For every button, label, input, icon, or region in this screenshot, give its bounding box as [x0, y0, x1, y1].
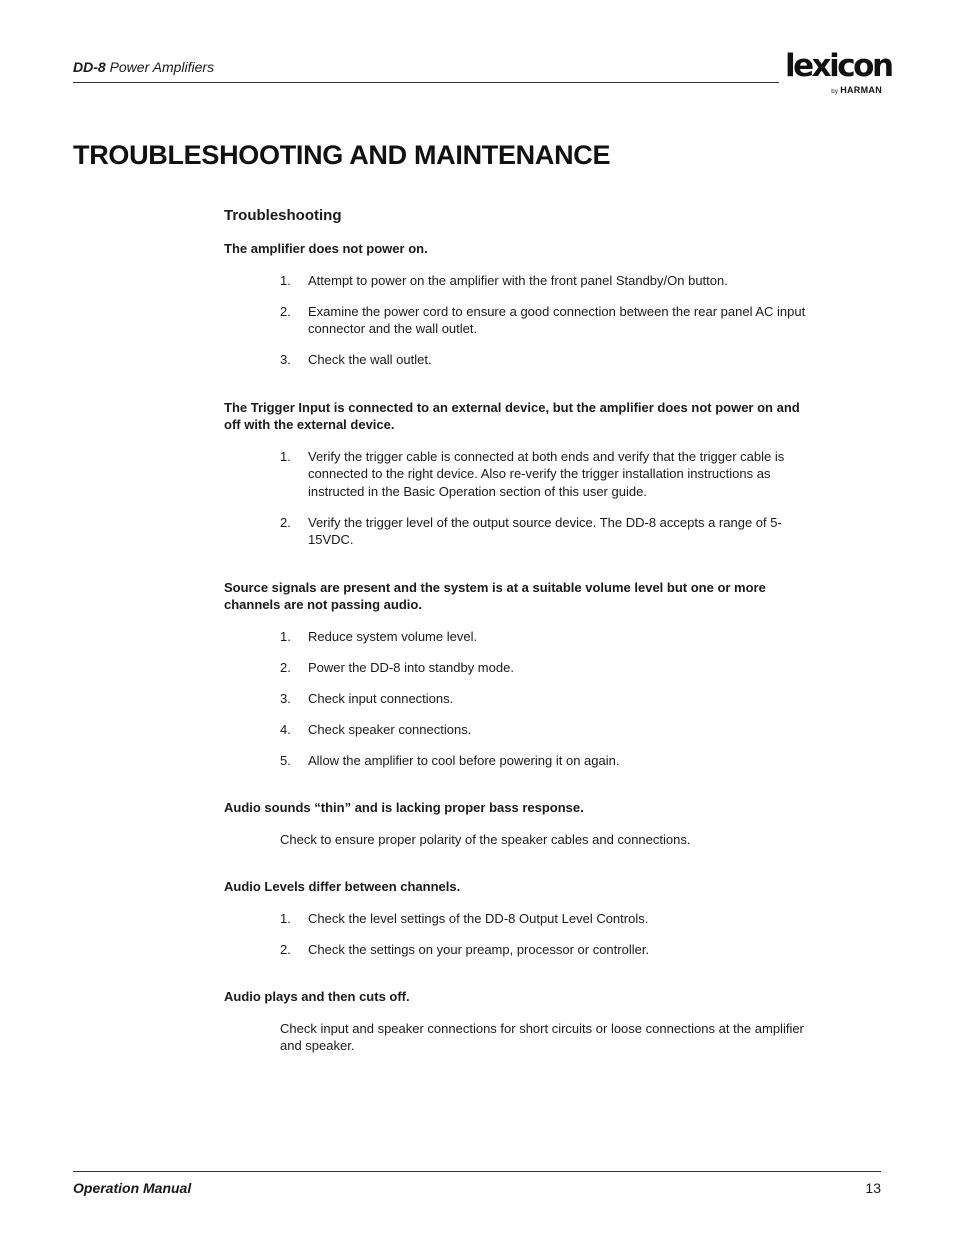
running-header [73, 59, 214, 75]
logo-wordmark: lexicon [785, 48, 892, 84]
problem-heading: The Trigger Input is connected to an external device, but the amplifier does not power on and off with the external device. [224, 399, 800, 432]
page-title: TROUBLESHOOTING AND MAINTENANCE [73, 140, 611, 170]
problem-block [224, 988, 824, 1055]
problem-block [224, 399, 824, 549]
footer-divider [73, 1171, 881, 1172]
list-item: 1. Reduce system volume level. [280, 628, 478, 644]
page-number: 13 [865, 1180, 881, 1196]
list-item: 1. Verify the trigger cable is connected at both ends and verify that the trigger cable is connected to the right device. Also re-verify the trigger installation instructions as instructed in the Basic Operation section of this user guide. [280, 448, 785, 499]
main-content [224, 206, 824, 1085]
step-list [224, 448, 824, 549]
list-item: 3. Check the wall outlet. [280, 352, 432, 367]
list-item: 4. Check speaker connections. [280, 721, 472, 737]
solution-text: Check to ensure proper polarity of the speaker cables and connections. [280, 831, 691, 847]
list-item: 3. Check input connections. [280, 690, 454, 706]
footer-manual-title: Operation Manual [73, 1180, 192, 1196]
problem-block [224, 799, 824, 848]
list-item: 5. Allow the amplifier to cool before powering it on again. [280, 752, 620, 768]
list-item: 1. Attempt to power on the amplifier with the front panel Standby/On button. [280, 272, 728, 288]
list-item: 1. Check the level settings of the DD-8 Output Level Controls. [280, 910, 649, 926]
problem-heading: Audio plays and then cuts off. [224, 989, 410, 1004]
header-divider [73, 82, 779, 83]
problem-heading: The amplifier does not power on. [224, 241, 428, 256]
lexicon-logo [785, 48, 892, 97]
step-list [224, 272, 824, 369]
step-list [224, 628, 824, 770]
step-list [224, 910, 824, 959]
problem-heading: Audio Levels differ between channels. [224, 879, 461, 894]
problem-block [224, 240, 824, 369]
problem-block [224, 878, 824, 958]
header-model: DD-8 [73, 59, 106, 75]
problem-block [224, 579, 824, 770]
section-heading: Troubleshooting [224, 207, 342, 224]
problem-heading: Audio sounds “thin” and is lacking proper bass response. [224, 800, 584, 815]
logo-byline: by HARMAN [831, 85, 882, 95]
list-item: 2. Verify the trigger level of the output source device. The DD-8 accepts a range of 5-15VDC. [280, 514, 782, 547]
list-item: 2. Check the settings on your preamp, processor or controller. [280, 941, 650, 957]
header-product: Power Amplifiers [109, 59, 215, 75]
problem-heading: Source signals are present and the system is at a suitable volume level but one or more channels are not passing audio. [224, 579, 766, 612]
list-item: 2. Examine the power cord to ensure a good connection between the rear panel AC input connector and the wall outlet. [280, 303, 806, 336]
list-item: 2. Power the DD-8 into standby mode. [280, 659, 514, 675]
solution-text: Check input and speaker connections for short circuits or loose connections at the amplifier and speaker. [280, 1020, 804, 1053]
